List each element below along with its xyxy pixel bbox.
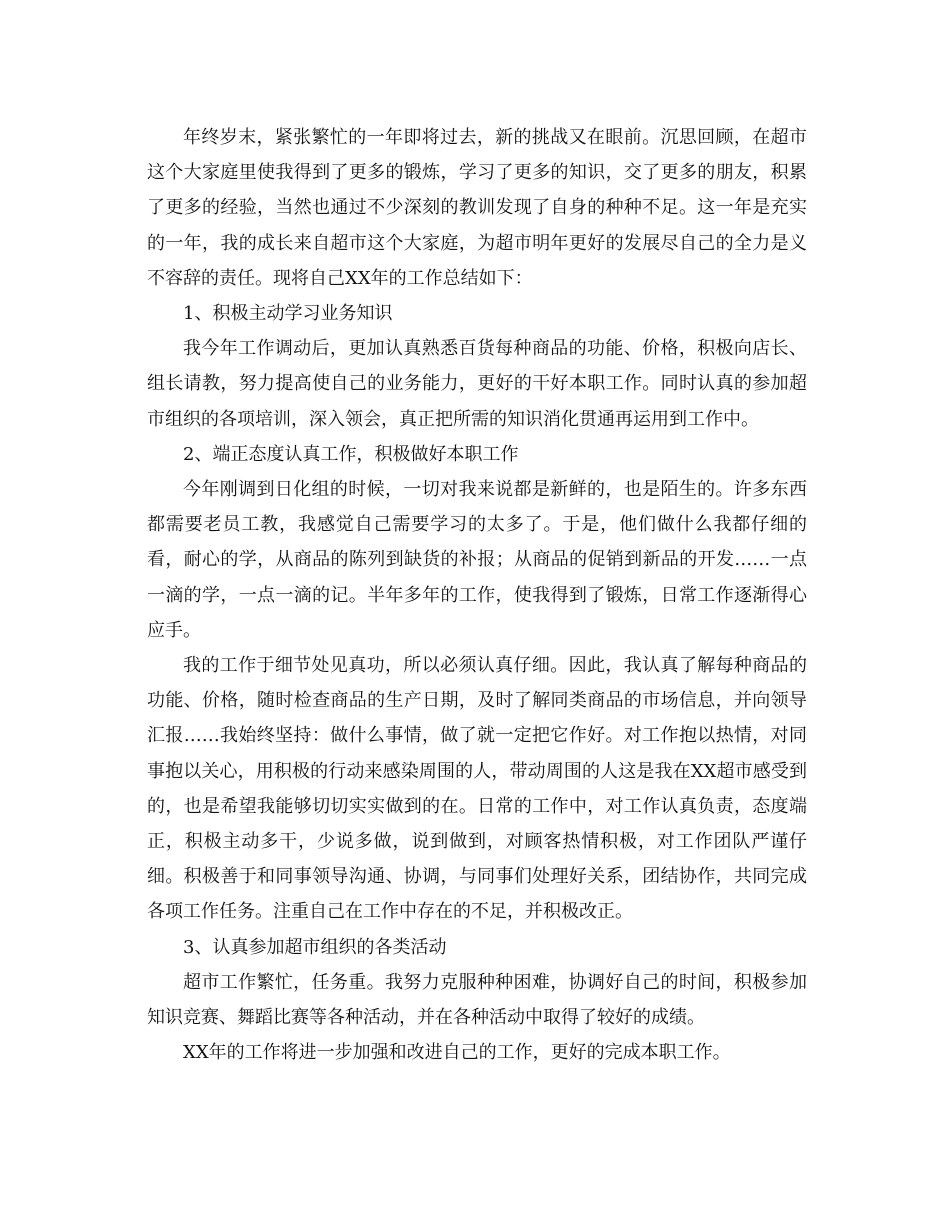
intro-paragraph: 年终岁末，紧张繁忙的一年即将过去，新的挑战又在眼前。沉思回顾，在超市这个大家庭里使我得到了更多的锻炼，学习了更多的知识，交了更多的朋友，积累了更多的经验，当然也通过不少深刻的教训发现了自身的种种不足。这一年是充实的一年，我的成长来自超市这个大家庭，为超市明年更好的发展尽自己的全力是义不容辞的责任。现将自己XX年的工作总结如下： (147, 127, 807, 289)
section-2-paragraph-2: 我的工作于细节处见真功，所以必须认真仔细。因此，我认真了解每种商品的功能、价格，随时检查商品的生产日期，及时了解同类商品的市场信息，并向领导汇报……我始终坚持：做什么事情，做了就一定把它作好。对工作抱以热情，对同事抱以关心，用积极的行动来感染周围的人，带动周围的人这是我在XX超市感受到的，也是希望我能够切切实实做到的在。日常的工作中，对工作认真负责，态度端正，积极主动多干，少说多做，说到做到，对顾客热情积极，对工作团队严谨仔细。积极善于和同事领导沟通、协调，与同事们处理好关系，团结协作，共同完成各项工作任务。注重自己在工作中存在的不足，并积极改正。 (147, 655, 807, 923)
section-heading-3: 3、认真参加超市组织的各类活动 (183, 936, 447, 958)
document-body (147, 120, 807, 1070)
section-heading-2: 2、端正态度认真工作，积极做好本职工作 (183, 443, 519, 465)
section-1-paragraph: 我今年工作调动后，更加认真熟悉百货每种商品的功能、价格，积极向店长、组长请教，努力提高使自己的业务能力，更好的干好本职工作。同时认真的参加超市组织的各项培训，深入领会，真正把所需的知识消化贯通再运用到工作中。 (147, 338, 807, 430)
section-2-paragraph-1: 今年刚调到日化组的时候，一切对我来说都是新鲜的，也是陌生的。许多东西都需要老员工教，我感觉自己需要学习的太多了。于是，他们做什么我都仔细的看，耐心的学，从商品的陈列到缺货的补报；从商品的促销到新品的开发……一点一滴的学，一点一滴的记。半年多年的工作，使我得到了锻炼，日常工作逐渐得心应手。 (147, 479, 807, 641)
closing-paragraph: XX年的工作将进一步加强和改进自己的工作，更好的完成本职工作。 (183, 1042, 731, 1064)
section-heading-1: 1、积极主动学习业务知识 (183, 303, 393, 325)
section-3-paragraph: 超市工作繁忙，任务重。我努力克服种种困难，协调好自己的时间，积极参加知识竞赛、舞蹈比赛等各种活动，并在各种活动中取得了较好的成绩。 (147, 971, 807, 1029)
